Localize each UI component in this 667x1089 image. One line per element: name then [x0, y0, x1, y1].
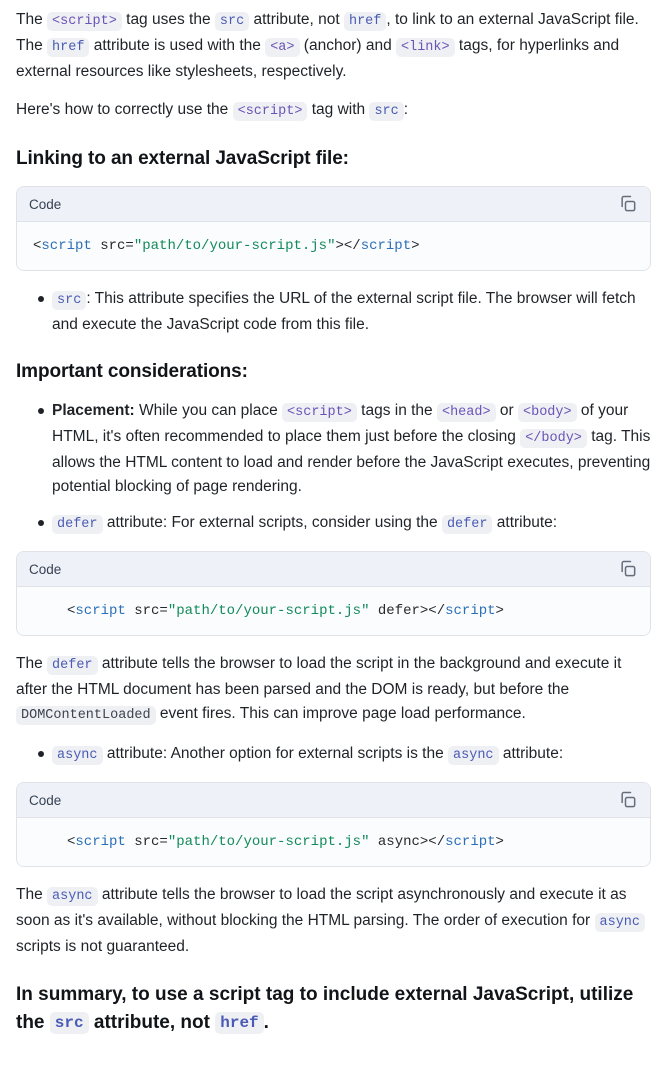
- code-token: defer></: [369, 603, 446, 619]
- inline-code-src: src: [215, 12, 249, 31]
- inline-code-defer-3: defer: [47, 656, 98, 675]
- text-fragment: The: [16, 655, 48, 672]
- code-block-1-header: [17, 187, 650, 222]
- code-token: script: [445, 834, 496, 850]
- inline-code-async: async: [52, 746, 103, 765]
- code-block-3-content: [17, 818, 650, 866]
- text-fragment: attribute, not: [88, 1012, 216, 1033]
- inline-code-src-summary: src: [50, 1012, 89, 1034]
- text-fragment: attribute tells the browser to load the script in the background and execute it after the HTML document has been parsed and the DOM is ready, but before the: [16, 655, 622, 698]
- code-block-1-content: [17, 222, 650, 270]
- code-block-3: [16, 782, 651, 867]
- text-fragment: scripts is not guaranteed.: [16, 938, 190, 955]
- considerations-bullet-list: [16, 399, 651, 537]
- copy-icon[interactable]: [618, 790, 638, 810]
- code-token: script: [75, 603, 126, 619]
- text-fragment: , to link to an external JavaScript file. The: [16, 11, 639, 54]
- text-fragment: Here's how to correctly use the: [16, 101, 233, 118]
- text-fragment: : This attribute specifies the URL of the external script file. The browser will fetch and execute the JavaScript code from this file.: [52, 290, 636, 333]
- code-token: "path/to/your-script.js": [167, 603, 370, 619]
- inline-code-close-body-tag: </body>: [520, 429, 587, 448]
- heading-important-considerations: Important considerations:: [16, 361, 248, 382]
- text-fragment: attribute tells the browser to load the script asynchronously and execute it as soon as it's available, without blocking the HTML parsing. The order of execution for: [16, 886, 627, 929]
- code-block-3-header: [17, 783, 650, 818]
- code-block-label: Code: [29, 196, 62, 212]
- defer-paragraph: [16, 652, 651, 728]
- code-block-label: Code: [29, 561, 62, 577]
- inline-code-head-tag: <head>: [437, 403, 496, 422]
- inline-code-async-3: async: [47, 887, 98, 906]
- code-block-2-header: [17, 552, 650, 587]
- inline-code-src-3: src: [52, 291, 86, 310]
- list-item: [38, 399, 651, 499]
- text-fragment: of your HTML, it's often recommended to place them just before the closing: [52, 402, 629, 445]
- heading-linking-external-js: Linking to an external JavaScript file:: [16, 148, 349, 169]
- code-token: <: [67, 603, 76, 619]
- text-fragment: tags in the: [356, 402, 437, 419]
- text-fragment: tags, for hyperlinks and external resources like stylesheets, respectively.: [16, 37, 620, 80]
- inline-code-async-2: async: [448, 746, 499, 765]
- text-fragment: (anchor) and: [299, 37, 396, 54]
- text-fragment: tag uses the: [121, 11, 215, 28]
- text-fragment: :: [403, 101, 409, 118]
- text-fragment: attribute:: [498, 745, 564, 762]
- text-fragment: tag with: [307, 101, 370, 118]
- list-item: [38, 287, 651, 337]
- text-fragment: or: [495, 402, 518, 419]
- text-fragment: attribute: Another option for external scripts is the: [102, 745, 449, 762]
- inline-code-script-tag-2: <script>: [233, 102, 308, 121]
- text-fragment: attribute:: [492, 514, 558, 531]
- inline-code-body-tag: <body>: [518, 403, 577, 422]
- code-token: script: [75, 834, 126, 850]
- inline-code-anchor-tag: <a>: [265, 38, 299, 57]
- text-fragment: tag. This allows the HTML content to load and render before the JavaScript executes, preventing potential blocking of page rendering.: [52, 428, 651, 495]
- code-block-1: [16, 186, 651, 271]
- list-item: [38, 742, 651, 768]
- inline-code-defer: defer: [52, 515, 103, 534]
- code-token: src=: [125, 834, 168, 850]
- inline-code-async-4: async: [595, 913, 646, 932]
- code-block-2: [16, 551, 651, 636]
- text-fragment: In summary, to use a script tag to include external JavaScript, utilize the: [16, 984, 634, 1033]
- code-token: >: [495, 603, 504, 619]
- inline-code-script-tag: <script>: [47, 12, 122, 31]
- code-block-2-content: [17, 587, 650, 635]
- text-fragment: attribute is used with the: [89, 37, 266, 54]
- code-token: ></: [335, 238, 361, 254]
- summary-paragraph: [16, 981, 651, 1037]
- code-token: src=: [125, 603, 168, 619]
- text-fragment: attribute, not: [249, 11, 344, 28]
- text-fragment: attribute: For external scripts, consider using the: [102, 514, 442, 531]
- code-token: script: [360, 238, 412, 254]
- inline-code-src-2: src: [369, 102, 403, 121]
- text-fragment: event fires. This can improve page load performance.: [155, 705, 526, 722]
- text-fragment: While you can place: [134, 402, 283, 419]
- inline-code-link-tag: <link>: [396, 38, 455, 57]
- inline-code-script-tag-3: <script>: [282, 403, 357, 422]
- code-token: src=: [91, 238, 134, 254]
- code-token: script: [445, 603, 496, 619]
- intro-paragraph-1: [16, 8, 651, 84]
- inline-code-href-summary: href: [215, 1012, 263, 1034]
- text-fragment: The: [16, 886, 48, 903]
- copy-icon[interactable]: [618, 194, 638, 214]
- code-token: >: [411, 238, 420, 254]
- code-token: async></: [369, 834, 446, 850]
- text-fragment: .: [263, 1012, 269, 1033]
- code-token: script: [41, 238, 92, 254]
- intro-paragraph-2: [16, 98, 651, 124]
- list-item: [38, 511, 651, 537]
- copy-icon[interactable]: [618, 559, 638, 579]
- code-token: <: [67, 834, 76, 850]
- code-token: "path/to/your-script.js": [167, 834, 370, 850]
- inline-code-href: href: [344, 12, 386, 31]
- inline-code-href-2: href: [47, 38, 89, 57]
- code-token: >: [495, 834, 504, 850]
- code-token: <: [33, 238, 42, 254]
- async-bullet-list: [16, 742, 651, 768]
- code-block-label: Code: [29, 792, 62, 808]
- placement-label: Placement:: [52, 402, 135, 419]
- inline-code-domcontentloaded: DOMContentLoaded: [16, 706, 156, 725]
- src-bullet-list: [16, 287, 651, 337]
- async-paragraph: [16, 883, 651, 959]
- inline-code-defer-2: defer: [442, 515, 493, 534]
- code-token: "path/to/your-script.js": [133, 238, 336, 254]
- text-fragment: The: [16, 11, 48, 28]
